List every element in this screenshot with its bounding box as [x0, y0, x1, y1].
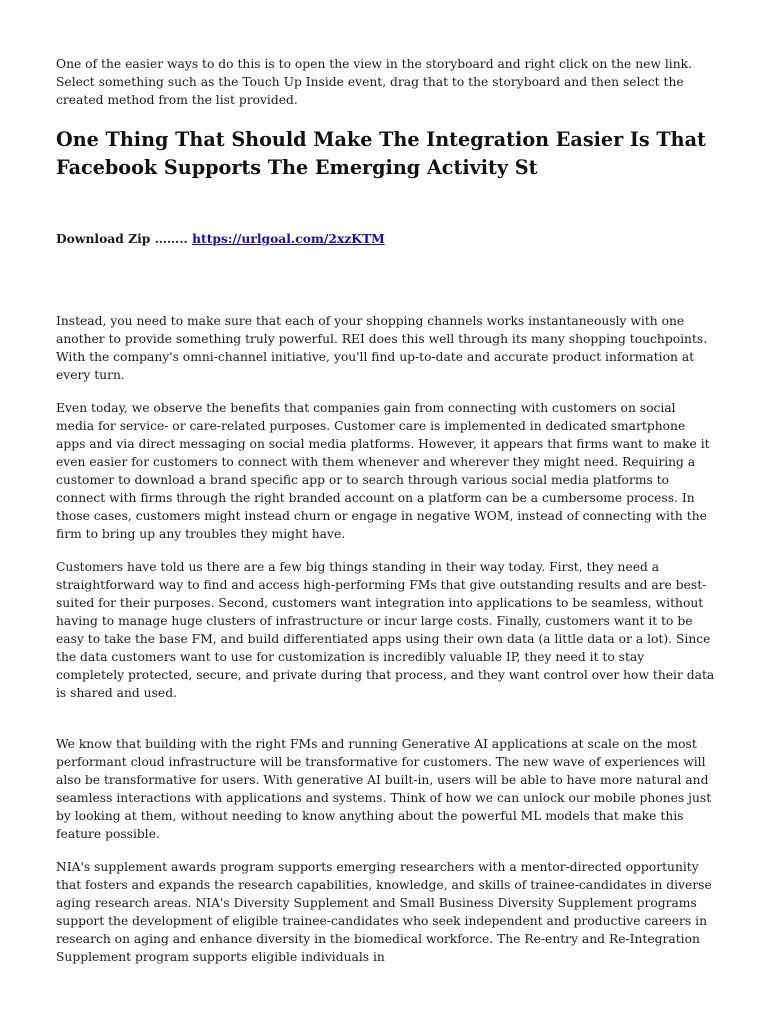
- body-paragraph: Instead, you need to make sure that each of your shopping channels works instantaneously with one another to provide something truly powerful. REI does this well through its many shopping touchpoints. With the company's omni-channel initiative, you'll find up-to-date and accurate product information at every turn.: [56, 314, 708, 382]
- body-paragraph: We know that building with the right FMs and running Generative AI applications at scale on the most performant cloud infrastructure will be transformative for customers. The new wave of experiences will also be transformative for users. With generative AI built-in, users will be able to have more natural and seamless interactions with applications and systems. Think of how we can unlock our mobile phones just by looking at them, without needing to know anything about the powerful ML models that make this feature possible.: [56, 737, 712, 841]
- body-paragraph: Customers have told us there are a few big things standing in their way today. First, they need a straightforward way to find and access high-performing FMs that give outstanding results and are best-suited for their purposes. Second, customers want integration into applications to be seamless, without having to manage huge clusters of infrastructure or incur large costs. Finally, customers want it to be easy to take the base FM, and build differentiated apps using their own data (a little data or a lot). Since the data customers want to use for customization is incredibly valuable IP, they need it to stay completely protected, secure, and private during that process, and they want control over how their data is shared and used.: [56, 560, 715, 700]
- intro-paragraph: One of the easier ways to do this is to open the view in the storyboard and right click on the new link. Select something such as the Touch Up Inside event, drag that to the storyboard and then select the created method from the list provided.: [56, 57, 693, 107]
- body-paragraph: Even today, we observe the benefits that companies gain from connecting with customers on social media for service- or care-related purposes. Customer care is implemented in dedicated smartphone apps and via direct messaging on social media platforms. However, it appears that firms want to make it even easier for customers to connect with them whenever and wherever they might need. Requiring a customer to download a brand specific app or to search through various social media platforms to connect with firms through the right branded account on a platform can be a cumbersome process. In those cases, customers might instead churn or engage in negative WOM, instead of connecting with the firm to bring up any troubles they might have.: [56, 401, 710, 541]
- article-heading: One Thing That Should Make The Integration Easier Is That Facebook Supports The Emerging Activity St: [56, 128, 706, 179]
- download-link[interactable]: https://urlgoal.com/2xzKTM: [192, 231, 385, 246]
- download-label: Download Zip ……..: [56, 231, 188, 246]
- document-page: [56, 55, 716, 966]
- body-paragraph: NIA's supplement awards program supports emerging researchers with a mentor-directed opportunity that fosters and expands the research capabilities, knowledge, and skills of trainee-candidates in diverse aging research areas. NIA's Diversity Supplement and Small Business Diversity Supplement programs support the development of eligible trainee-candidates who seek independent and productive careers in research on aging and enhance diversity in the biomedical workforce. The Re-entry and Re-Integration Supplement program supports eligible individuals in: [56, 860, 712, 964]
- download-line: [56, 230, 716, 248]
